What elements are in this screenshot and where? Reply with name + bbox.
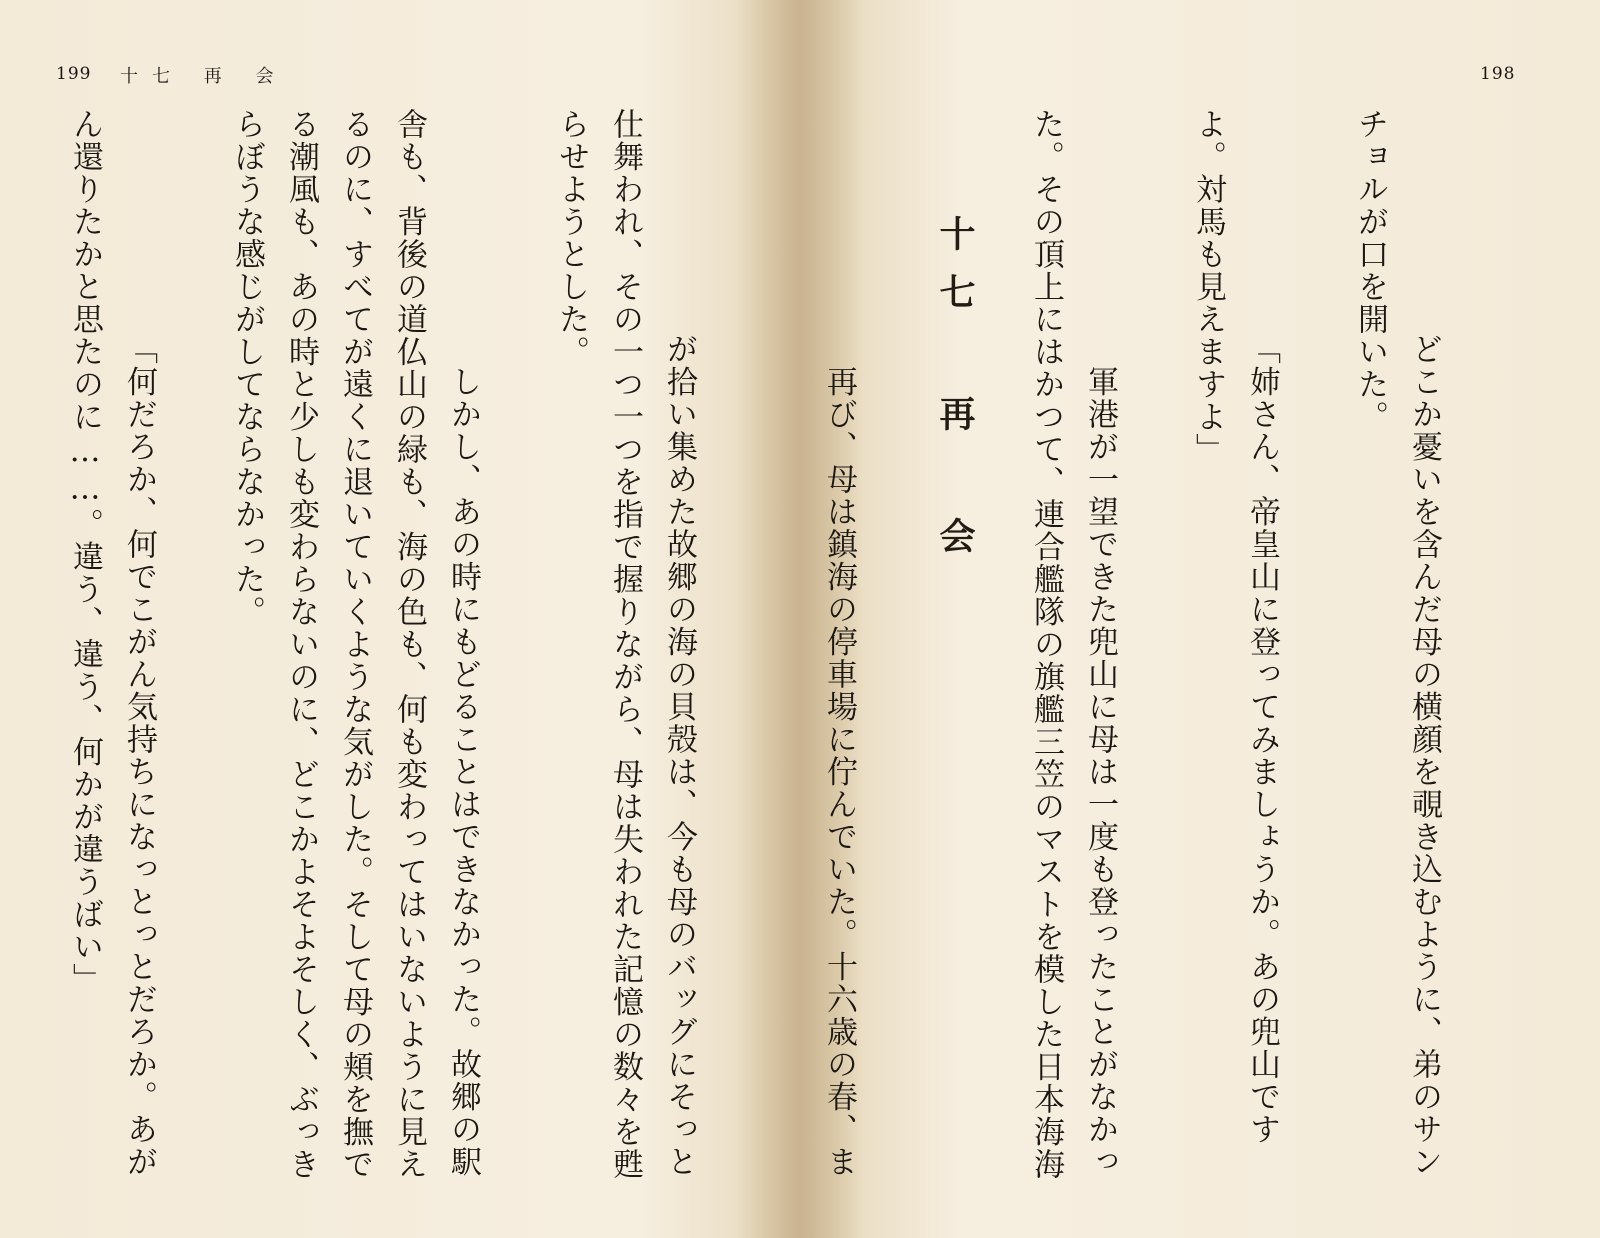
chapter-title: 十七 再 会 bbox=[934, 215, 976, 575]
right-page bbox=[810, 0, 1600, 1238]
left-paragraph-3: 「何だろか、何でこがん気持ちになっとっとだろか。あがん還りたかと思たのに……。違う、違う、何かが違うばい」 bbox=[67, 108, 157, 1178]
right-paragraph-2: 「姉さん、帝皇山に登ってみましょうか。あの兜山ですよ。対馬も見えますよ」 bbox=[1190, 108, 1280, 1146]
page-number-right: 198 bbox=[1480, 64, 1516, 84]
left-page-body bbox=[30, 108, 760, 1198]
page-number-left: 199 bbox=[56, 64, 92, 84]
right-paragraph-3: 軍港が一望できた兜山に母は一度も登ったことがなかった。その頂上にはかつて、連合艦隊の旗艦三笠のマストを模した日本海海 bbox=[1028, 108, 1118, 1181]
right-page-body bbox=[1020, 108, 1505, 1198]
chapter-opening-paragraph: 再び、母は鎮海の停車場に佇んでいた。十六歳の春、ま bbox=[821, 365, 857, 1178]
left-page bbox=[0, 0, 790, 1238]
left-paragraph-1: が拾い集めた故郷の海の貝殻は、今も母のバッグにそっと仕舞われ、その一つ一つを指で握りながら、母は失われた記憶の数々を甦らせようとした。 bbox=[553, 108, 697, 1181]
left-paragraph-2: しかし、あの時にもどることはできなかった。故郷の駅舎も、背後の道仏山の緑も、海の色も、何も変わってはいないように見えるのに、すべてが遠くに退いていくような気がした。そして母の頬を撫でる潮風も、あの時と少しも変わらないのに、どこかよそよそしく、ぶっきらぼうな感じがしてならなかった。 bbox=[229, 108, 481, 1181]
running-head: 十七 再 会 bbox=[120, 66, 288, 87]
right-paragraph-1: どこか憂いを含んだ母の横顔を覗き込むように、弟のサンチョルが口を開いた。 bbox=[1352, 108, 1442, 1178]
chapter-opening-body bbox=[810, 108, 920, 1198]
